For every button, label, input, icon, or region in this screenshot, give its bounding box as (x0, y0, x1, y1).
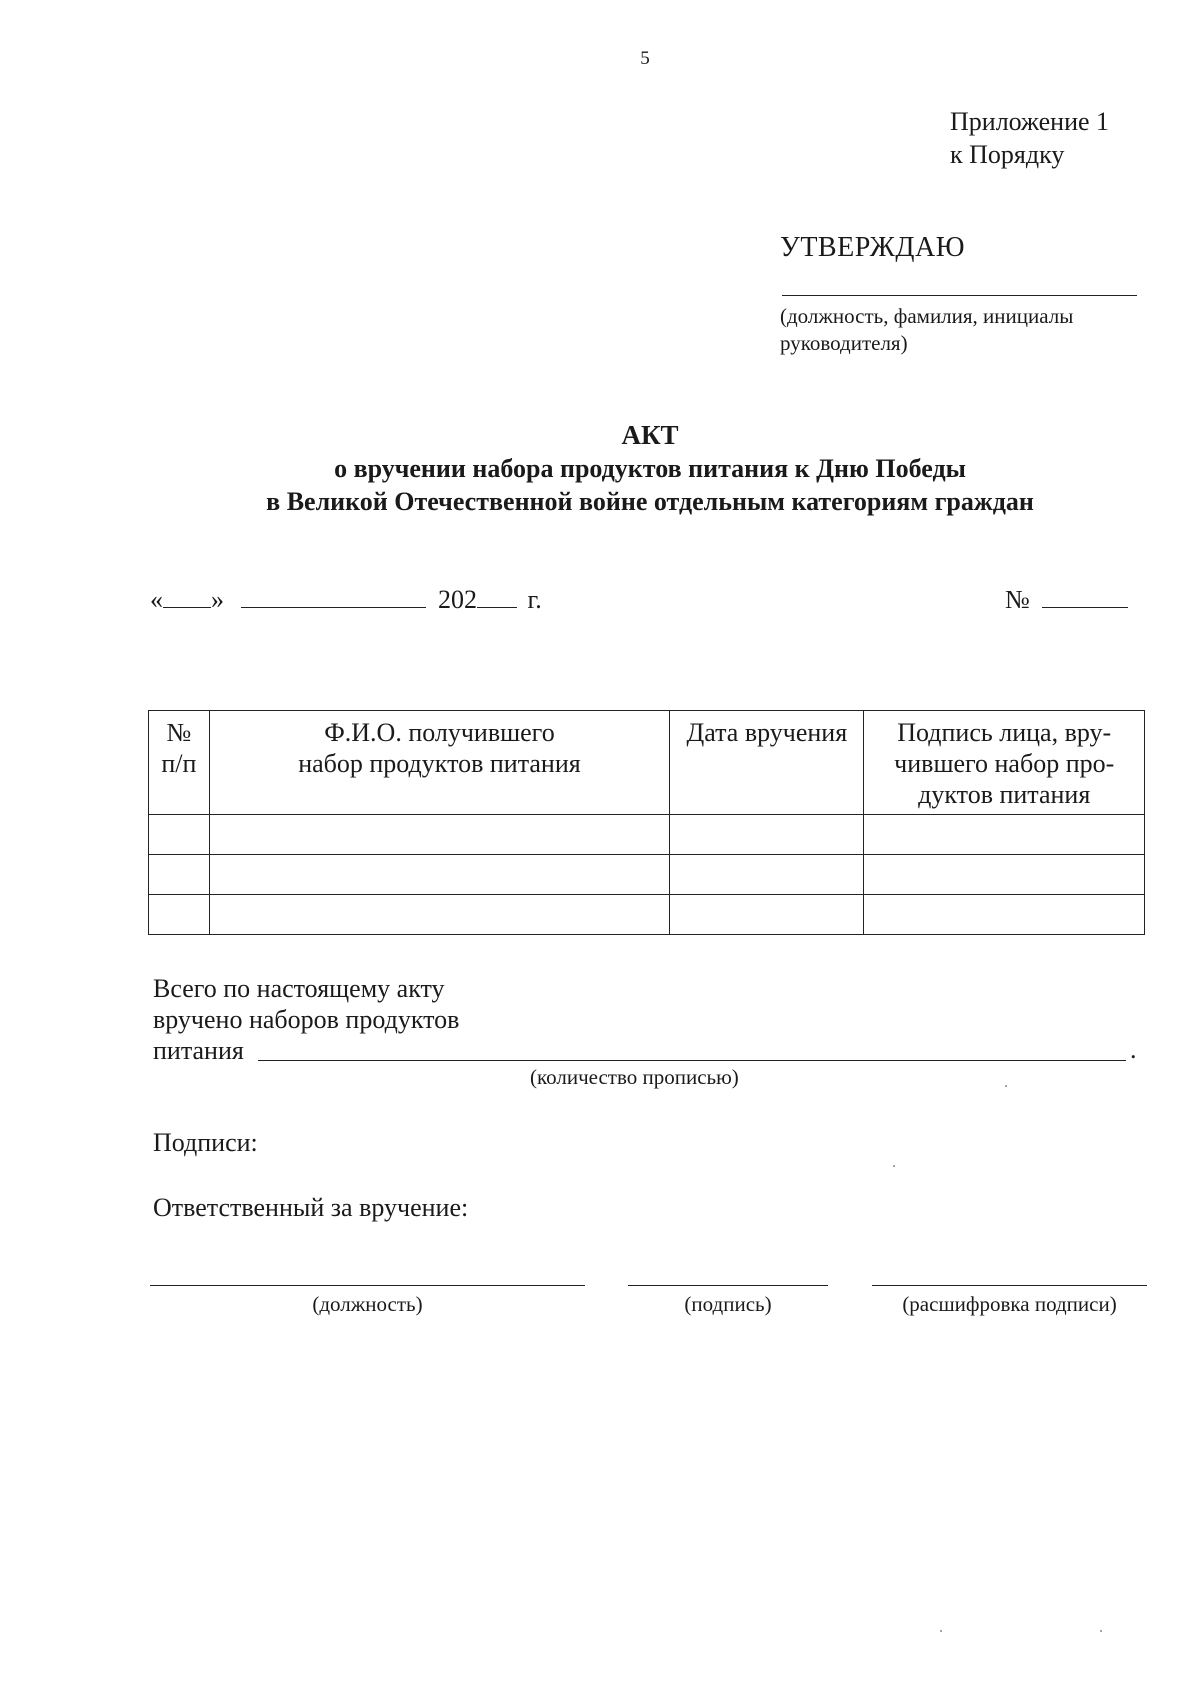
total-quantity-line (258, 1060, 1126, 1061)
approval-signature-line (782, 295, 1137, 296)
position-caption: (должность) (312, 1292, 423, 1316)
signature-caption: (подпись) (684, 1292, 772, 1316)
appendix-reference (950, 105, 1109, 171)
header-signature-line-3: дуктов питания (918, 780, 1091, 809)
act-subtitle-line-1: о вручении набора продуктов питания к Дню Победы (334, 454, 966, 483)
appendix-line-2: к Порядку (950, 140, 1065, 169)
signature-line (628, 1285, 828, 1286)
act-number-field (1005, 585, 1128, 615)
total-line-1: Всего по настоящему акту (153, 974, 445, 1003)
recipients-table (148, 710, 1145, 935)
header-signature-line-1: Подпись лица, вру- (897, 718, 1112, 747)
table-cell[interactable] (864, 855, 1145, 895)
scan-speck (1100, 1630, 1102, 1632)
table-cell[interactable] (864, 895, 1145, 935)
approval-caption (780, 303, 1073, 357)
table-row (149, 895, 1145, 935)
header-full-name-line-1: Ф.И.О. получившего (324, 718, 555, 747)
scan-speck (1005, 1085, 1007, 1087)
day-blank (163, 585, 211, 608)
approval-caption-line-2: руководителя) (780, 331, 908, 355)
responsible-label: Ответственный за вручение: (153, 1193, 469, 1222)
table-cell[interactable] (209, 815, 669, 855)
table-cell[interactable] (209, 895, 669, 935)
page-number: 5 (640, 48, 650, 69)
act-subtitle (150, 452, 1150, 518)
signatures-heading: Подписи: (153, 1128, 258, 1157)
header-signature (864, 711, 1145, 815)
scan-speck (893, 1165, 895, 1167)
table-cell[interactable] (149, 855, 210, 895)
approval-caption-line-1: (должность, фамилия, инициалы (780, 304, 1074, 328)
decryption-caption: (расшифровка подписи) (902, 1292, 1117, 1316)
year-prefix: 202 (438, 585, 477, 614)
table-cell[interactable] (670, 815, 864, 855)
total-line-2: вручено наборов продуктов (153, 1005, 460, 1034)
table-header-row (149, 711, 1145, 815)
decryption-line (872, 1285, 1147, 1286)
table-cell[interactable] (670, 895, 864, 935)
scan-speck (940, 1630, 942, 1632)
year-blank (477, 585, 517, 608)
header-date-line-1: Дата вручения (686, 718, 848, 747)
act-subtitle-line-2: в Великой Отечественной войне отдельным категориям граждан (266, 487, 1034, 516)
approval-title: УТВЕРЖДАЮ (780, 232, 965, 263)
table-row (149, 855, 1145, 895)
header-number-line-2: п/п (161, 749, 197, 778)
total-end-mark: . (1130, 1035, 1137, 1064)
table-cell[interactable] (149, 895, 210, 935)
header-number (149, 711, 210, 815)
year-suffix: г. (527, 585, 542, 614)
header-full-name-line-2: набор продуктов питания (298, 749, 581, 778)
table-cell[interactable] (209, 855, 669, 895)
total-label (153, 973, 459, 1066)
total-line-3: питания (153, 1036, 244, 1065)
appendix-line-1: Приложение 1 (950, 107, 1110, 136)
table-cell[interactable] (864, 815, 1145, 855)
header-number-line-1: № (166, 718, 192, 747)
position-line (150, 1285, 585, 1286)
header-signature-line-2: чившего набор про- (894, 749, 1115, 778)
number-blank (1042, 585, 1128, 608)
date-field (150, 585, 542, 615)
number-sign: № (1005, 585, 1030, 614)
total-caption: (количество прописью) (530, 1065, 739, 1089)
table-cell[interactable] (670, 855, 864, 895)
header-full-name (209, 711, 669, 815)
act-title: АКТ (621, 420, 679, 450)
header-date (670, 711, 864, 815)
month-blank (241, 585, 426, 608)
date-close-quote: » (211, 585, 224, 614)
table-cell[interactable] (149, 815, 210, 855)
table-row (149, 815, 1145, 855)
date-open-quote: « (150, 585, 163, 614)
